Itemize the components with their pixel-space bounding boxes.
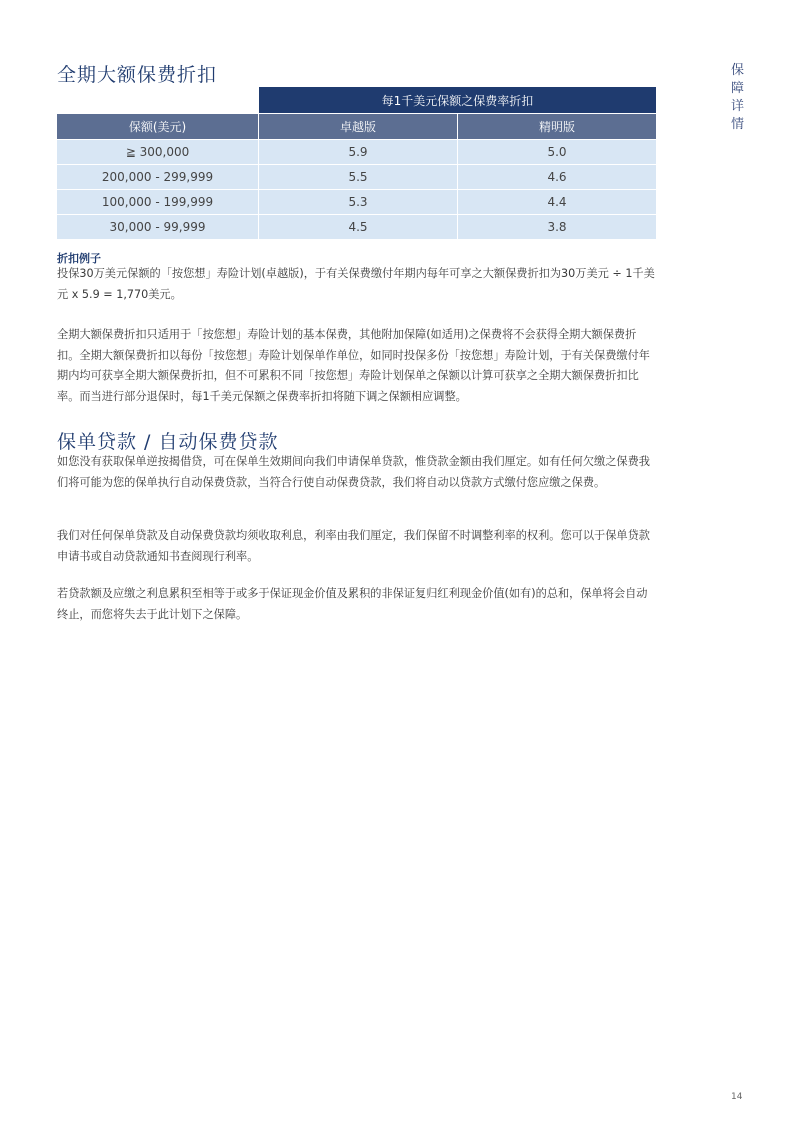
discount-section-title: 全期大额保费折扣 (57, 64, 218, 86)
table-cell: 5.9 (259, 140, 458, 165)
discount-rate-table (57, 87, 656, 239)
table-column-header-row (57, 114, 656, 140)
page-number: 14 (731, 1092, 743, 1102)
table-row (57, 215, 656, 240)
table-cell: 30,000 - 99,999 (57, 215, 259, 240)
loan-paragraph: 若贷款额及应缴之利息累积至相等于或多于保证现金价值及累积的非保证复归红利现金价值(如有)的总和，保单将会自动终止，而您将失去于此计划下之保障。 (57, 587, 648, 621)
loan-paragraph: 我们对任何保单贷款及自动保费贷款均须收取利息，利率由我们厘定，我们保留不时调整利率的权利。您可以于保单贷款申请书或自动贷款通知书查阅现行利率。 (57, 529, 650, 563)
table-cell: 4.6 (458, 165, 657, 190)
table-cell: 3.8 (458, 215, 657, 240)
discount-note-paragraph: 全期大额保费折扣只适用于「按您想」寿险计划的基本保费，其他附加保障(如适用)之保费将不会获得全期大额保费折扣。全期大额保费折扣以每份「按您想」寿险计划保单作单位，如同时投保多份「按您想」寿险计划，于有关保费缴付年期内均可获享全期大额保费折扣，但不可累积不同「按您想」寿险计划保单之保额以计算可获享之全期大额保费折扣比率。而当进行部分退保时，每1千美元保额之保费率折扣将随下调之保额相应调整。 (57, 328, 650, 403)
loan-section-title: 保单贷款 / 自动保费贷款 (57, 431, 279, 453)
table-row (57, 190, 656, 215)
column-header-sum-assured: 保额(美元) (57, 114, 259, 140)
example-paragraph: 投保30万美元保额的「按您想」寿险计划(卓越版)，于有关保费缴付年期内每年可享之大额保费折扣为30万美元 ÷ 1千美元 x 5.9 = 1,770美元。 (57, 267, 655, 301)
table-cell: 200,000 - 299,999 (57, 165, 259, 190)
table-cell: 4.5 (259, 215, 458, 240)
table-group-header: 每1千美元保额之保费率折扣 (259, 87, 657, 114)
table-cell: 5.3 (259, 190, 458, 215)
table-group-header-row (57, 87, 656, 114)
table-row (57, 165, 656, 190)
table-corner-blank (57, 87, 259, 114)
table-cell: 4.4 (458, 190, 657, 215)
table-cell: 5.5 (259, 165, 458, 190)
table-cell: ≧ 300,000 (57, 140, 259, 165)
column-header-premier: 卓越版 (259, 114, 458, 140)
loan-paragraph: 如您没有获取保单逆按揭借贷，可在保单生效期间向我们申请保单贷款，惟贷款金额由我们厘定。如有任何欠缴之保费我们将可能为您的保单执行自动保费贷款，当符合行使自动保费贷款，我们将自动以贷款方式缴付您应缴之保费。 (57, 455, 650, 489)
column-header-smart: 精明版 (458, 114, 657, 140)
table-cell: 100,000 - 199,999 (57, 190, 259, 215)
example-heading: 折扣例子 (57, 252, 101, 265)
side-section-label: 保障详情 (730, 63, 745, 132)
table-row (57, 140, 656, 165)
table-cell: 5.0 (458, 140, 657, 165)
